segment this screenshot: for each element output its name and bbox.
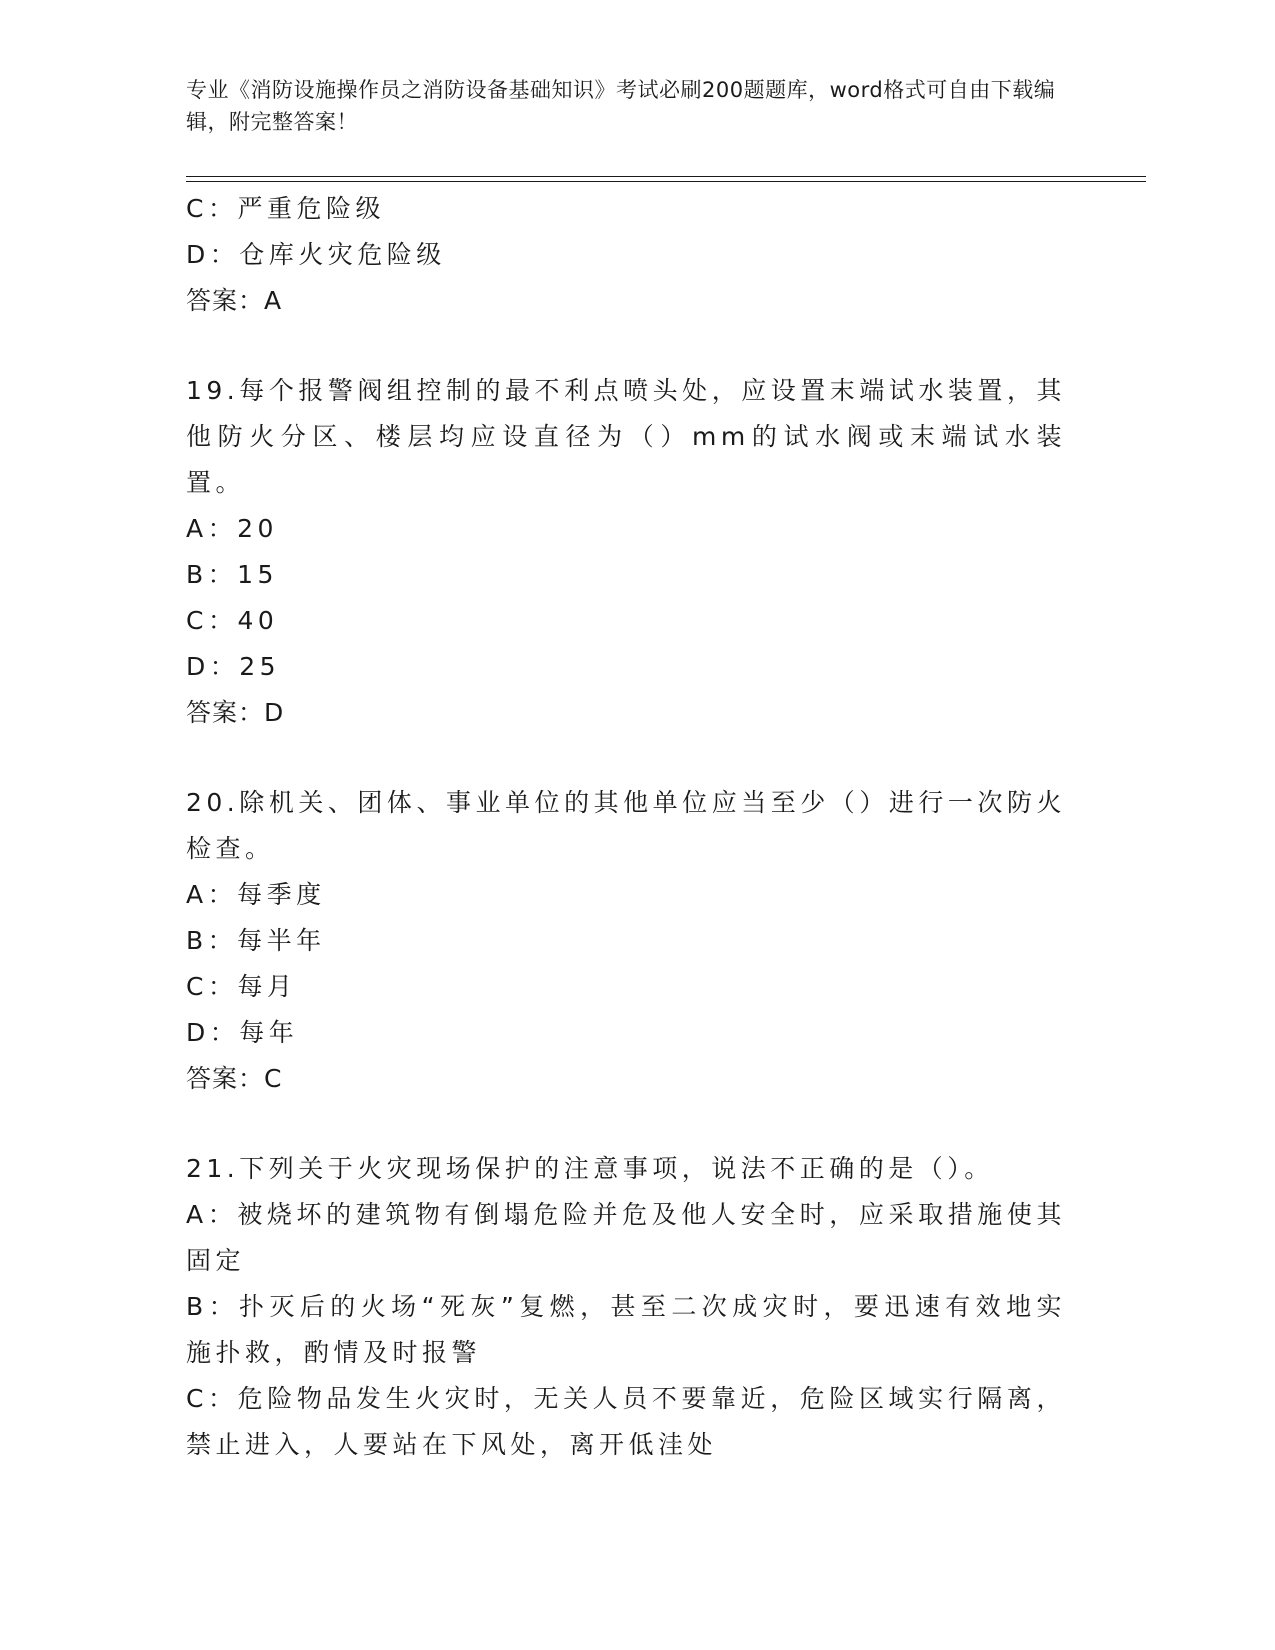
option-text: 每半年 [237,926,326,955]
spacer [186,1102,1066,1146]
question-stem [186,368,1066,506]
question-text: 除机关、团体、事业单位的其他单位应当至少（）进行一次防火检查。 [186,788,1066,863]
question-19 [186,368,1066,736]
option-label: C： [186,606,238,635]
option-label: C： [186,972,238,1001]
option-d [186,232,1066,278]
header-text: 专业《消防设施操作员之消防设备基础知识》考试必刷200题题库，word格式可自由下载编辑，附完整答案！ [186,78,1056,134]
option-label: C： [186,194,238,223]
spacer [186,736,1066,780]
spacer [186,324,1066,368]
option-a [186,1192,1066,1284]
option-d [186,1010,1066,1056]
question-number: 19. [186,376,240,405]
option-text: 25 [239,652,281,681]
option-b [186,918,1066,964]
header-divider-top [186,176,1146,177]
option-a [186,872,1066,918]
option-text: 每年 [239,1018,299,1047]
header-divider-bottom [186,181,1146,182]
question-content [186,186,1066,1468]
question-18-tail [186,186,1066,324]
question-stem [186,780,1066,872]
question-text: 下列关于火灾现场保护的注意事项，说法不正确的是（）。 [239,1154,994,1183]
question-number: 21. [186,1154,240,1183]
answer: 答案：A [186,286,283,315]
question-stem [186,1146,1066,1192]
option-text: 扑灭后的火场“死灰”复燃，甚至二次成灾时，要迅速有效地实施扑救，酌情及时报警 [186,1292,1067,1367]
option-b [186,552,1066,598]
option-c [186,964,1066,1010]
option-text: 每季度 [237,880,326,909]
option-text: 被烧坏的建筑物有倒塌危险并危及他人安全时，应采取措施使其固定 [186,1200,1066,1275]
document-header [186,74,1066,138]
option-label: A： [186,514,238,543]
answer: 答案：D [186,698,285,727]
option-text: 仓库火灾危险级 [239,240,446,269]
option-label: B： [186,1292,240,1321]
option-b [186,1284,1066,1376]
option-label: D： [186,652,240,681]
question-number: 20. [186,788,240,817]
option-a [186,506,1066,552]
option-text: 40 [237,606,279,635]
answer: 答案：C [186,1064,283,1093]
option-label: B： [186,926,238,955]
option-label: D： [186,1018,240,1047]
option-label: C： [186,1384,238,1413]
option-c [186,1376,1066,1468]
option-label: D： [186,240,240,269]
option-c [186,186,1066,232]
question-21 [186,1146,1066,1468]
option-c [186,598,1066,644]
option-text: 每月 [237,972,297,1001]
option-text: 危险物品发生火灾时，无关人员不要靠近，危险区域实行隔离，禁止进入，人要站在下风处，离开低洼处 [186,1384,1066,1459]
question-20 [186,780,1066,1102]
option-label: B： [186,560,238,589]
option-d [186,644,1066,690]
question-text: 每个报警阀组控制的最不利点喷头处，应设置末端试水装置，其他防火分区、楼层均应设直径为（）mm的试水阀或末端试水装置。 [186,376,1066,497]
option-text: 15 [237,560,278,589]
option-text: 严重危险级 [237,194,385,223]
option-text: 20 [237,514,278,543]
option-label: A： [186,1200,238,1229]
option-label: A： [186,880,238,909]
